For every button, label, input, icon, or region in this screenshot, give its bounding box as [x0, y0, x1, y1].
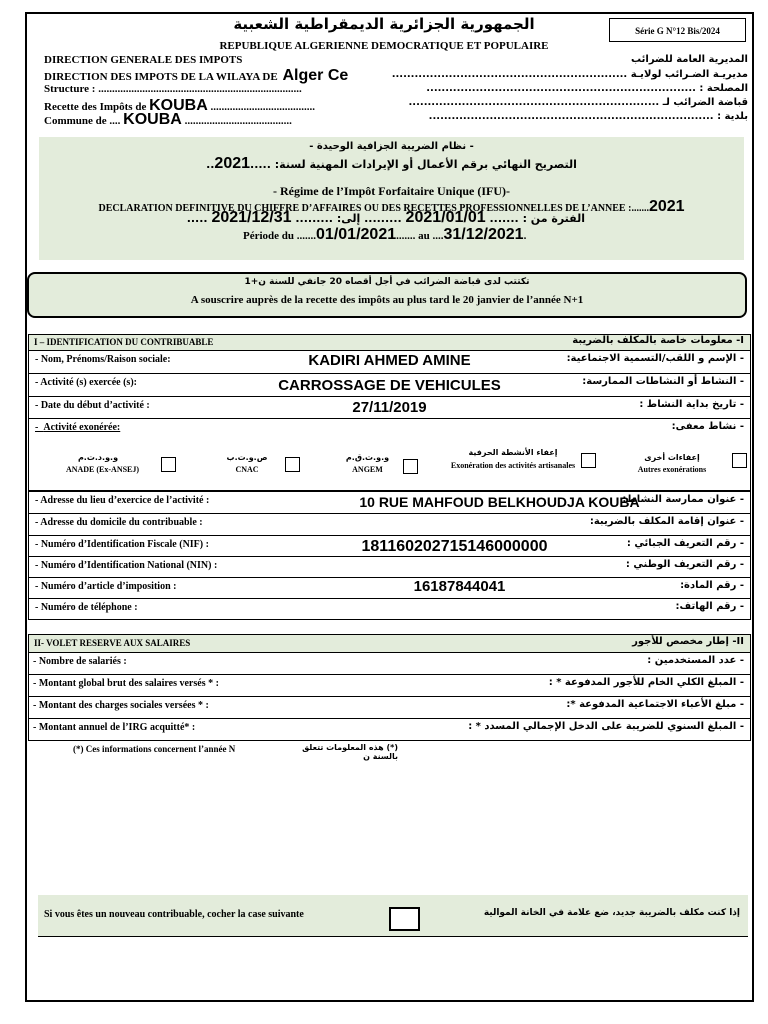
title-fr: REPUBLIQUE ALGERIENNE DEMOCRATIQUE ET POPULAIRE [219, 40, 549, 52]
structure-ar-label: المصلحة : [699, 83, 748, 94]
regime-fr-period: Période du .......01/01/2021....... au ....31/12/2021. [243, 226, 527, 243]
row-article-value[interactable]: 16187844041 [413, 578, 506, 595]
row-exoneree-label-ar: - نشاط معفى: [671, 421, 744, 432]
row-activite-value[interactable]: CARROSSAGE DE VEHICULES [278, 377, 501, 394]
row-adresse-activite-label-ar: - عنوان ممارسة النشاط: [622, 494, 744, 505]
commune-ar-label: بلدية : [717, 111, 748, 122]
row-charges-sociales-label-ar: - مبلغ الأعباء الاجتماعية المدفوعة *: [566, 699, 744, 710]
period-to-ar[interactable]: 2021/12/31 [211, 209, 292, 226]
exo-artisanales-fr: Exonération des activités artisanales [450, 461, 576, 470]
row-article-label: - Numéro d’article d’imposition : [35, 581, 177, 592]
regime-ar-decl: التصريح النهائي برقم الأعمال أو الإيرادات المهنية لسنة: .....2021.. [206, 155, 577, 172]
row-irg[interactable] [28, 719, 751, 741]
row-adresse-domicile-label-ar: - عنوان إقامة المكلف بالضريبة: [589, 516, 744, 527]
direction-generale: DIRECTION GENERALE DES IMPOTS [44, 54, 243, 66]
direction-generale-ar: المديرية العامة للضرائب [631, 54, 748, 65]
exoneree-label-text: Activité exonérée: [43, 422, 121, 433]
row-debut-value[interactable]: 27/11/2019 [352, 399, 427, 416]
notice-ar: تكتتب لدى قباضة الضرائب في أجل أقصاه 20 جانفي للسنة ن+1 [244, 277, 530, 287]
row-nif-label-ar: - رقم التعريف الجبائي : [626, 538, 744, 549]
row-salaires-bruts-label-ar: - المبلغ الكلي الخام للأجور المدفوعة * : [548, 677, 744, 688]
period-label: Période du [243, 230, 295, 242]
exo-cnac-ar: ص.و.ت.ب [226, 453, 268, 462]
exo-angem-fr: ANGEM [352, 465, 383, 474]
row-activite-label: - Activité (s) exercée (s): [35, 377, 137, 388]
recette-line: Recette des Impôts de KOUBA ...................................... [44, 97, 316, 114]
section1-title-ar: I- معلومات خاصة بالمكلف بالضريبة [572, 335, 744, 346]
row-exoneree-label: - Activité exonérée: [35, 422, 121, 433]
exo-autres-fr: Autres exonérations [637, 465, 707, 474]
commune-line: Commune de .... KOUBA ....................................... [44, 111, 292, 128]
period-to[interactable]: 31/12/2021 [443, 226, 524, 243]
row-salaries-label: - Nombre de salariés : [33, 656, 127, 667]
notice-fr: A souscrire auprès de la recette des impôts au plus tard le 20 janvier de l’année N+1 [190, 294, 584, 306]
row-salaries[interactable] [28, 653, 751, 675]
regime-fr-decl-label: DECLARATION DEFINITIVE DU CHIFFRE D’AFFAIRES OU DES RECETTES PROFESSIONNELLES DE L’ANNEE : [98, 203, 632, 214]
row-nin-label: - Numéro d’Identification National (NIN) : [35, 560, 218, 571]
title-ar: الجمهورية الجزائرية الديمقراطية الشعبية [233, 15, 535, 33]
row-nom[interactable] [28, 351, 751, 374]
row-adresse-activite[interactable] [28, 491, 751, 514]
recette-ar: قباضة الضرائب لـ .................................................................. [408, 97, 748, 108]
exo-cnac-checkbox[interactable] [285, 457, 300, 472]
section1-header [28, 334, 751, 351]
row-adresse-domicile[interactable] [28, 514, 751, 536]
new-contributor-ar: إذا كنت مكلف بالضريبة جديد، ضع علامة في الخانة الموالية [483, 908, 740, 918]
row-telephone[interactable] [28, 599, 751, 620]
regime-fr-year[interactable]: 2021 [648, 198, 685, 215]
row-debut-label-ar: - تاريخ بداية النشاط : [639, 399, 744, 410]
row-nom-value[interactable]: KADIRI AHMED AMINE [308, 352, 471, 369]
direction-wilaya-ar-label: مديريـة الضـرائب لولايـة [630, 69, 748, 80]
recette-value[interactable]: KOUBA [149, 97, 208, 114]
exo-anade-ar: و.و.د.ت.م [77, 453, 119, 462]
section2-title-fr: II- VOLET RESERVE AUX SALAIRES [34, 638, 191, 648]
row-nif-label: - Numéro d’Identification Fiscale (NIF) : [35, 539, 209, 550]
exo-autres-ar: إعفاءات أخرى [644, 453, 700, 462]
exo-angem-ar: و.و.ت.ق.م [345, 453, 390, 462]
direction-wilaya-label: DIRECTION DES IMPOTS DE LA WILAYA DE [44, 71, 278, 83]
new-contributor-fr: Si vous êtes un nouveau contribuable, cocher la case suivante [44, 909, 304, 920]
regime-fr-decl: DECLARATION DEFINITIVE DU CHIFFRE D’AFFAIRES OU DES RECETTES PROFESSIONNELLES DE L’ANNEE :.......2021 [98, 198, 685, 215]
recette-label: Recette des Impôts de [44, 101, 147, 113]
period-from-ar[interactable]: 2021/01/01 [405, 209, 486, 226]
commune-ar: بلدية : ........................................................................... [428, 111, 748, 122]
regime-ar-title: - نظام الضريبة الجزافية الوحيدة - [309, 141, 474, 152]
footnote-fr: (*) Ces informations concernent l’année N [73, 744, 236, 754]
exo-cnac-fr: CNAC [235, 465, 259, 474]
row-telephone-label-ar: - رقم الهاتف: [675, 601, 744, 612]
period-from-ar-label: الفترة من : [522, 212, 585, 225]
section2-header [28, 634, 751, 653]
period-from[interactable]: 01/01/2021 [316, 226, 397, 243]
row-charges-sociales-label: - Montant des charges sociales versées * : [33, 700, 209, 711]
row-activite[interactable] [28, 374, 751, 397]
row-adresse-activite-value[interactable]: 10 RUE MAHFOUD BELKHOUDJA KOUBA [359, 494, 640, 510]
row-nif-value[interactable]: 181160202715146000000 [361, 538, 548, 555]
structure-line: Structure : .......................................................................... [44, 83, 302, 95]
structure-ar: المصلحة : ....................................................................... [426, 83, 748, 94]
row-nin[interactable] [28, 557, 751, 578]
row-article-label-ar: - رقم المادة: [680, 580, 744, 591]
row-salaires-bruts[interactable] [28, 675, 751, 697]
exo-anade-checkbox[interactable] [161, 457, 176, 472]
exo-anade-fr: ANADE (Ex-ANSEJ) [65, 465, 140, 474]
row-irg-label-ar: - المبلغ السنوي للضريبة على الدخل الإجمالي المسدد * : [468, 721, 744, 732]
row-nif[interactable] [28, 536, 751, 557]
exo-artisanales-ar: إعفاء الأنشطة الحرفية [468, 448, 558, 457]
direction-wilaya-ar: مديريـة الضـرائب لولايـة .............................................................. [391, 69, 748, 80]
row-salaries-label-ar: - عدد المستخدمين : [647, 655, 744, 666]
row-adresse-activite-label: - Adresse du lieu d’exercice de l’activité : [35, 495, 210, 506]
regime-fr-title: - Régime de l’Impôt Forfaitaire Unique (IFU)- [272, 184, 511, 198]
row-nom-label: - Nom, Prénoms/Raison sociale: [35, 354, 171, 365]
new-contributor-checkbox[interactable] [389, 907, 420, 931]
serie-badge: Série G N°12 Bis/2024 [609, 18, 746, 42]
row-salaires-bruts-label: - Montant global brut des salaires versés * : [33, 678, 219, 689]
row-irg-label: - Montant annuel de l’IRG acquitté* : [33, 722, 196, 733]
row-charges-sociales[interactable] [28, 697, 751, 719]
commune-value[interactable]: KOUBA [123, 111, 182, 128]
regime-ar-period: الفترة من : ....... 2021/01/01 ......... إلى: ......... 2021/12/31 ..... [186, 209, 585, 226]
section2-title-ar: II- إطار مخصص للأجور [632, 636, 744, 647]
row-debut[interactable] [28, 397, 751, 419]
section1-title-fr: I – IDENTIFICATION DU CONTRIBUABLE [34, 337, 214, 347]
regime-ar-year[interactable]: 2021 [214, 155, 251, 172]
commune-label: Commune de [44, 115, 107, 127]
row-telephone-label: - Numéro de téléphone : [35, 602, 138, 613]
wilaya-value[interactable]: Alger Ce [282, 67, 349, 84]
exo-angem-checkbox[interactable] [403, 459, 418, 474]
row-nin-label-ar: - رقم التعريف الوطني : [625, 559, 744, 570]
regime-ar-decl-label: التصريح النهائي برقم الأعمال أو الإيرادات المهنية لسنة: [274, 158, 577, 171]
period-au-label: au [418, 230, 430, 242]
structure-label: Structure : [44, 83, 96, 95]
footnote-ar: (*) هذه المعلومات تتعلق بالسنة ن [302, 743, 398, 761]
exo-artisanales-checkbox[interactable] [581, 453, 596, 468]
row-adresse-domicile-label: - Adresse du domicile du contribuable : [35, 517, 203, 528]
row-activite-label-ar: - النشاط أو النشاطات الممارسة: [582, 376, 744, 387]
row-debut-label: - Date du début d’activité : [35, 400, 150, 411]
row-article[interactable] [28, 578, 751, 599]
recette-ar-label: قباضة الضرائب لـ [662, 97, 748, 108]
period-to-ar-label: إلى: [336, 212, 361, 225]
row-nom-label-ar: - الإسم و اللقب/التسمية الاجتماعية: [566, 353, 744, 364]
exo-autres-checkbox[interactable] [732, 453, 747, 468]
